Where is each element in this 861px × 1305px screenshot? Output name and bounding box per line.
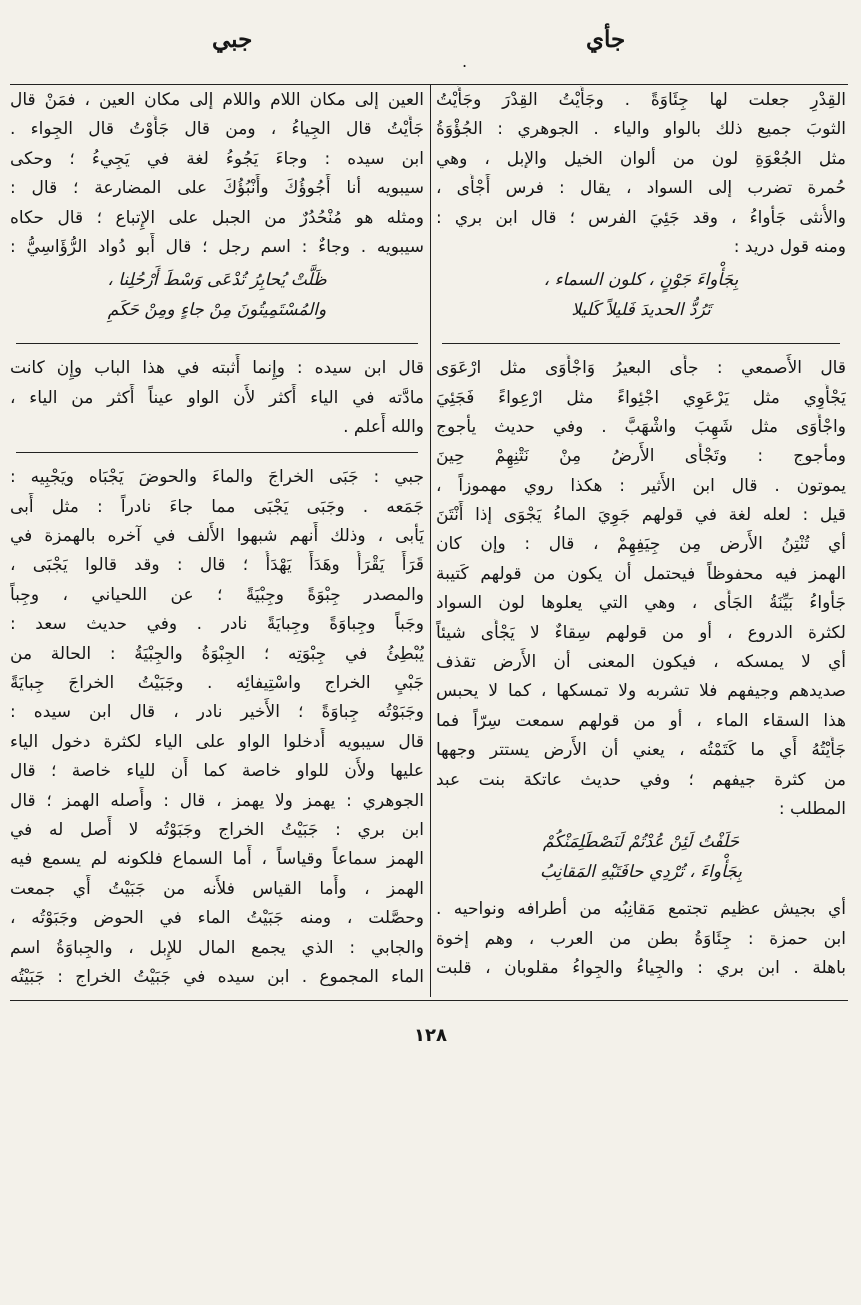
header-word-left: جبي bbox=[212, 26, 253, 53]
text-line: يَجْأَوِي مثل يَرْعَوِي اجْئِواءً مثل ارْعِواءً فَجَئِيَ bbox=[436, 387, 846, 408]
text-line: والله أَعلم . bbox=[343, 416, 424, 437]
text-line: الهمز ، وأَما القياس فلأَنه من جَبَيْتُ أَي جمعت bbox=[10, 878, 424, 899]
text-line: يَأْبى ، وذلك أَنهم شبهوا الأَلف في آخره بالهمزة في bbox=[10, 526, 424, 547]
text-line: الماء المجموع . ابن سيده في جَبَيْتُ الخراج : جَبَيْتُه bbox=[10, 966, 424, 987]
page-number: ١٢٨ bbox=[414, 1025, 447, 1046]
verse-line: والمُسْتَمِيتُونَ مِنْ جاءٍ ومِنْ حَكَمِ bbox=[107, 299, 327, 320]
right-verse-1 bbox=[436, 262, 846, 333]
text-line: وجَباً وجِباوَةً وجِبايَةً نادر . وفي حديث سعد : bbox=[10, 614, 424, 635]
text-line: والأُنثى جَأْواءُ ، وقد جَئِيَ الفرس ؛ قال ابن بري : bbox=[436, 207, 846, 228]
right-column bbox=[436, 86, 846, 983]
section-separator bbox=[16, 343, 418, 344]
text-line: أي لا يمسكه ، فيكون المعنى أن الأَرض تقذف bbox=[436, 652, 846, 673]
bottom-rule bbox=[10, 1000, 848, 1001]
right-para-3 bbox=[436, 895, 846, 983]
left-para-3 bbox=[10, 463, 424, 992]
text-line: هذا السقاء الماء ، أو من قولهم سمعت سِرّاً فما bbox=[436, 710, 846, 731]
text-line: قال الأَصمعي : جأَى البعيرُ وَاجْأَوَى مثل ارْعَوَى bbox=[436, 358, 846, 379]
text-line: الجوهري : يهمز ولا يهمز ، قال : وأَصله الهمز ؛ قال bbox=[10, 790, 424, 811]
text-line: قال ابن سيده : وإِنما أَثبته في هذا الباب وإِن كانت bbox=[10, 358, 424, 379]
text-line: وحصَّلت ، ومنه جَبَيْتُ الماء في الحوض وجَبَوْتُه ، bbox=[10, 908, 424, 929]
section-separator bbox=[442, 343, 840, 344]
left-para-1 bbox=[10, 86, 424, 262]
text-line: أي بجيش عظيم تجتمع مَقانِبُه من أطرافه ونواحيه . bbox=[436, 899, 846, 920]
text-line: العين إلى مكان اللام واللام إلى مكان العين ، فمَنْ قال bbox=[10, 90, 424, 110]
text-line: جَأْواءُ بَيِّنَةُ الجَأَى ، وهي التي يعلوها لون السواد bbox=[436, 593, 846, 614]
text-line: سيبويه أنا أَجُوؤُكَ وأَنْبُؤُكَ على المضارعة ؛ قال : bbox=[10, 178, 424, 199]
text-line: سيبويه . وجاءٌ : اسم رجل ؛ قال أَبو دُواد الرُّؤَاسِيُّ : bbox=[10, 236, 424, 257]
left-column bbox=[10, 86, 424, 992]
header-word-right: جأي bbox=[586, 26, 626, 53]
text-line: لكثرة الدروع ، أو من قولهم سِقاءٌ لا يَجْأَى شيئاً bbox=[436, 622, 846, 643]
left-para-2 bbox=[10, 354, 424, 442]
text-line: الهمز فيه محفوظاً فيحتمل أن يكون من قولهم كَتيبة bbox=[436, 563, 846, 584]
right-para-2 bbox=[436, 354, 846, 824]
text-line: ابن سيده : وجاءَ يَجُوءُ لغة في يَجِيءُ ؛ وحكى bbox=[10, 148, 424, 169]
text-line: ابن حمزة : جِئَاوَةُ بطن من العرب ، وهم إخوة bbox=[436, 928, 846, 949]
right-para-1 bbox=[436, 86, 846, 262]
column-divider bbox=[430, 85, 431, 997]
text-line: قال سيبويه أَدخلوا الواو على الياء لكثرة دخول الياء bbox=[10, 731, 424, 752]
text-line: صديدهم وجيفهم فلا تشربه ولا تمسكها ، كما لا يحبس bbox=[436, 681, 846, 702]
text-line: قَرَأَ يَقْرَأُ وهَدَأَ يَهْدَأُ ؛ قال : وقد قالوا يَجْبَى ، bbox=[10, 555, 424, 576]
text-line: جَمَعه . وجَبَى يَجْبَى مما جاءَ نادراً : مثل أَبى bbox=[10, 496, 424, 517]
verse-line: ظَلَّتْ يُحابِرُ تُدْعَى وَسْطَ أَرْحُلِنا ، bbox=[107, 270, 327, 291]
verse-line: حَلَفْتُ لَئِنْ عُدْتُمْ لَنَصْطَلِمَنْكُمْ bbox=[542, 832, 740, 853]
text-line: ومأجوج : وتَجْأَى الأَرضُ مِنْ نَتْنِهِمْ حِينَ bbox=[436, 446, 846, 467]
left-verse-1 bbox=[10, 262, 424, 333]
text-line: مادَّته في الياء أَكثر لأَن الواو عيناً أَكثر من الياء ، bbox=[10, 387, 424, 408]
text-line: قيل : لعله لغة في قولهم جَوِيَ الماءُ يَجْوَى إذا أَنْتَنَ bbox=[436, 505, 846, 526]
text-line: مثل الجُعْوَةِ لون من ألوان الخيل والإبل ، وهي bbox=[436, 148, 846, 169]
text-line: والمصدر جِبْوَةً وجِبْيَةً ؛ عن اللحياني ، وجِباً bbox=[10, 584, 424, 605]
top-rule bbox=[10, 84, 848, 85]
text-line: من كثرة جيفهم ؛ وفي حديث عاتكة بنت عبد bbox=[436, 769, 846, 790]
text-line: ومثله هو مُنْحُدُرٌ من الجبل على الإِتباع ؛ قال حكاه bbox=[10, 207, 424, 228]
text-line: جَبْيِ الخراج واسْتِيفائِه . وجَبَيْتُ الخراجَ جِبايَةً bbox=[10, 673, 424, 694]
text-line: باهلة . ابن بري : والجِياءُ والجِواءُ مقلوبان ، قلبت bbox=[436, 957, 846, 978]
text-line: وجَبَوْتُه جِباوَةً ؛ الأَخير نادر ، قال ابن سيده : bbox=[10, 702, 424, 723]
verse-line: بِجَأْواءَ ، تُرْدِي حافَتَيْهِ المَقانِبُ bbox=[539, 861, 743, 882]
text-line: ابن بري : جَبَيْتُ الخراج وجَبَوْتُه لا أَصل له في bbox=[10, 819, 424, 840]
text-line: ومنه قول دريد : bbox=[733, 236, 846, 257]
text-line: عليها ولأَن للواو خاصة كما أَن للياء خاصة ؛ قال bbox=[10, 761, 424, 782]
verse-line: تَرُدُّ الحديدَ فَليلاً كَليلا bbox=[571, 299, 711, 320]
text-line: حُمرة تضرب إلى السواد ، يقال : فرس أَجْأَى ، bbox=[436, 178, 846, 199]
text-line: جَأَيْتُهُ أَي ما كَتَمْتُه ، يعني أن الأَرض يستتر وجهها bbox=[436, 740, 846, 761]
text-line: واجْأَوَى مثل شَهِبَ واشْهَبَّ . وفي حديث يأجوج bbox=[436, 416, 846, 437]
text-line: جَأَيْتُ قال الجِياءُ ، ومن قال جَأَوْتُ قال الجِواء . bbox=[10, 119, 424, 140]
text-line: الثوبَ جميع ذلك بالواو والياء . الجوهري : الجُؤْوَةُ bbox=[436, 119, 846, 140]
text-line: الهمز سماعاً وقياساً ، أَما السماع فلكونه لم يسمع فيه bbox=[10, 849, 424, 870]
text-line: والجابي : الذي يجمع المال للإِبل ، والجِباوَةُ اسم bbox=[10, 937, 424, 958]
text-line: يُبْطِئُ في جِبْوَتِه ؛ الجِبْوَةُ والجِبْيَةُ : الحالة من bbox=[10, 643, 424, 664]
verse-line: بِجَأْواءَ جَوْنٍ ، كلون السماء ، bbox=[543, 270, 739, 291]
section-separator bbox=[16, 452, 418, 453]
text-line: المطلب : bbox=[778, 798, 846, 819]
text-line: أي تُنْتِنُ الأَرض مِن جِيَفِهِمْ ، قال : وإن كان bbox=[436, 534, 846, 555]
header-dot: . bbox=[462, 52, 468, 71]
right-verse-2 bbox=[436, 824, 846, 895]
text-line: جبي : جَبَى الخراجَ والماءَ والحوضَ يَجْبَاه ويَجْبِيه : bbox=[10, 467, 424, 488]
text-line: يموتون . قال ابن الأَثير : هكذا روي مهموزاً ، bbox=[436, 475, 846, 496]
text-line: القِدْرِ جعلت لها جِئَاوَةً . وجَأَيْتُ القِدْرَ وجَأَيْتُ bbox=[436, 90, 846, 110]
